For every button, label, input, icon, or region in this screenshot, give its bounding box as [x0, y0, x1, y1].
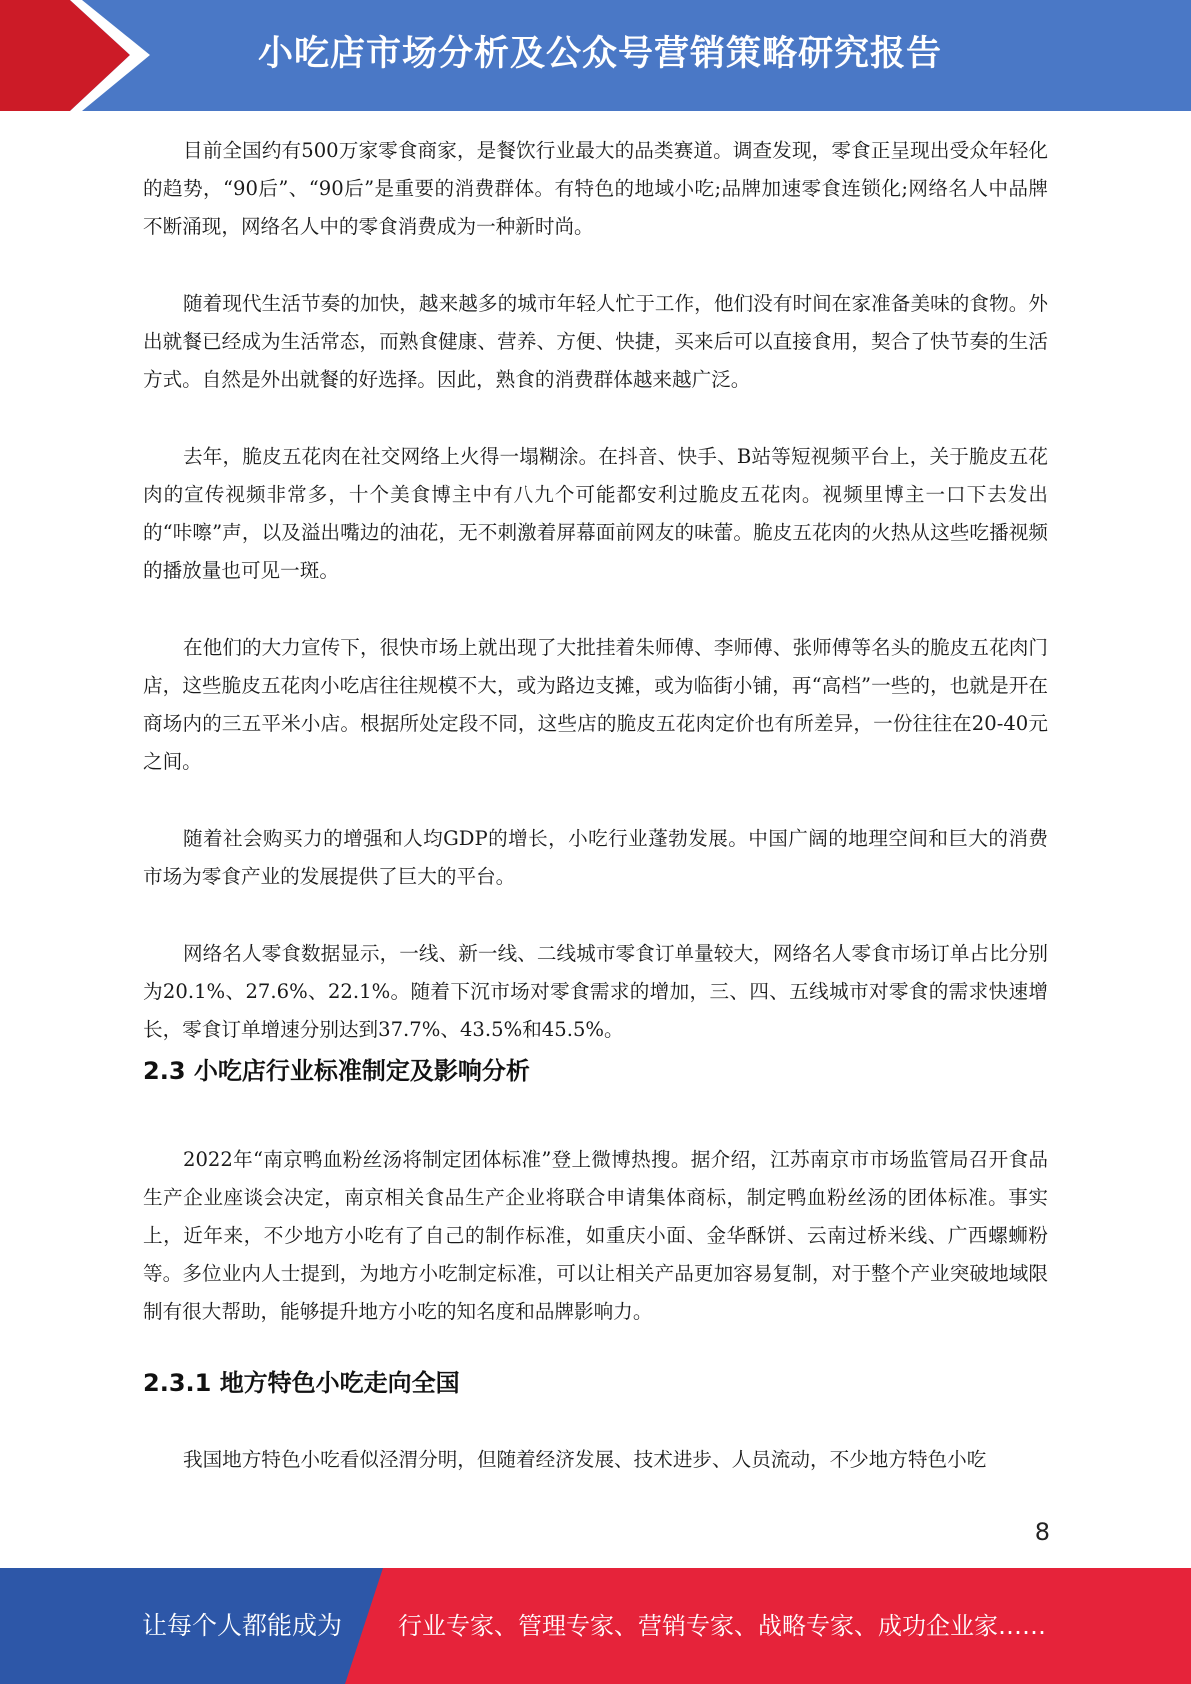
section-heading: 2.3 小吃店行业标准制定及影响分析 [143, 1057, 530, 1085]
paragraph: 目前全国约有500万家零食商家，是餐饮行业最大的品类赛道。调查发现，零食正呈现出受众年轻化的趋势，“90后”、“90后”是重要的消费群体。有特色的地域小吃;品牌加速零食连锁化;网络名人中品牌不断涌现，网络名人中的零食消费成为一种新时尚。 [143, 139, 1048, 238]
paragraph: 2022年“南京鸭血粉丝汤将制定团体标准”登上微博热搜。据介绍，江苏南京市市场监管局召开食品生产企业座谈会决定，南京相关食品生产企业将联合申请集体商标，制定鸭血粉丝汤的团体标准。事实上，近年来，不少地方小吃有了自己的制作标准，如重庆小面、金华酥饼、云南过桥米线、广西螺蛳粉等。多位业内人士提到，为地方小吃制定标准，可以让相关产品更加容易复制，对于整个产业突破地域限制有很大帮助，能够提升地方小吃的知名度和品牌影响力。 [143, 1148, 1048, 1323]
page-footer [0, 1568, 1191, 1684]
paragraph: 随着现代生活节奏的加快，越来越多的城市年轻人忙于工作，他们没有时间在家准备美味的食物。外出就餐已经成为生活常态，而熟食健康、营养、方便、快捷，买来后可以直接食用，契合了快节奏的生活方式。自然是外出就餐的好选择。因此，熟食的消费群体越来越广泛。 [143, 292, 1048, 391]
document-title: 小吃店市场分析及公众号营销策略研究报告 [258, 34, 943, 74]
page-header [0, 0, 1191, 111]
paragraph: 随着社会购买力的增强和人均GDP的增长，小吃行业蓬勃发展。中国广阔的地理空间和巨大的消费市场为零食产业的发展提供了巨大的平台。 [143, 827, 1048, 888]
page-content [143, 132, 1048, 1479]
subsection-heading: 2.3.1 地方特色小吃走向全国 [143, 1369, 460, 1397]
paragraph: 去年，脆皮五花肉在社交网络上火得一塌糊涂。在抖音、快手、B站等短视频平台上，关于脆皮五花肉的宣传视频非常多，十个美食博主中有八九个可能都安利过脆皮五花肉。视频里博主一口下去发出的“咔嚓”声，以及溢出嘴边的油花，无不刺激着屏幕面前网友的味蕾。脆皮五花肉的火热从这些吃播视频的播放量也可见一斑。 [143, 445, 1048, 582]
paragraph: 网络名人零食数据显示，一线、新一线、二线城市零食订单量较大，网络名人零食市场订单占比分别为20.1%、27.6%、22.1%。随着下沉市场对零食需求的增加，三、四、五线城市对零食的需求快速增长，零食订单增速分别达到37.7%、43.5%和45.5%。 [143, 942, 1048, 1041]
paragraph: 在他们的大力宣传下，很快市场上就出现了大批挂着朱师傅、李师傅、张师傅等名头的脆皮五花肉门店，这些脆皮五花肉小吃店往往规模不大，或为路边支摊，或为临街小铺，再“高档”一些的，也就是开在商场内的三五平米小店。根据所处定段不同，这些店的脆皮五花肉定价也有所差异，一份往往在20-40元之间。 [143, 636, 1048, 773]
footer-slogan-left: 让每个人都能成为 [142, 1611, 343, 1640]
footer-slogan-right: 行业专家、管理专家、营销专家、战略专家、成功企业家…… [398, 1612, 1046, 1640]
paragraph: 我国地方特色小吃看似泾渭分明，但随着经济发展、技术进步、人员流动，不少地方特色小吃 [183, 1448, 987, 1471]
page-number: 8 [1034, 1518, 1050, 1546]
